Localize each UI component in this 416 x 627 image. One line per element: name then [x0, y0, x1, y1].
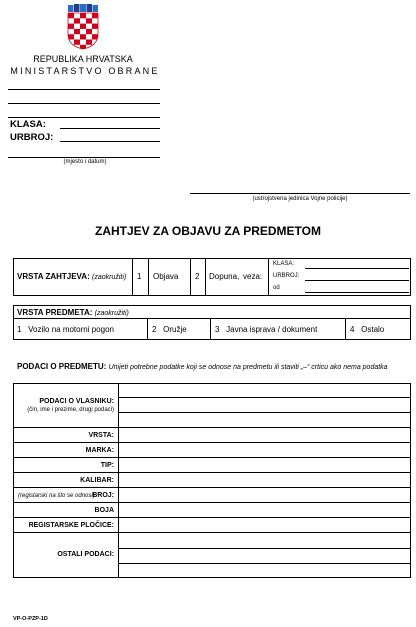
vrsta-input[interactable]: [119, 428, 410, 442]
header-line-1: [8, 89, 160, 90]
ref-klasa-field[interactable]: [305, 268, 409, 269]
marka-label: MARKA:: [85, 447, 114, 454]
republic-name: REPUBLIKA HRVATSKA: [33, 54, 133, 64]
form-code: VP-O-PZP-1D: [13, 616, 48, 622]
header-line-2: [8, 103, 160, 104]
request-type-divider-4: [205, 258, 206, 296]
request-type-divider-5: [268, 258, 269, 296]
request-option-dopuna[interactable]: Dopuna,: [209, 272, 240, 281]
urbroj-field[interactable]: [60, 141, 160, 142]
item-type-hint: (zaokružiti): [94, 310, 129, 317]
ostali-label: OSTALI PODACI:: [57, 551, 114, 558]
kalibar-label: KALIBAR:: [80, 477, 114, 484]
marka-input[interactable]: [119, 443, 410, 457]
tip-label: TIP:: [100, 462, 114, 469]
ref-urbroj-field[interactable]: [305, 280, 409, 281]
broj-input[interactable]: [119, 488, 410, 502]
ref-urbroj-label: URBROJ:: [273, 273, 300, 279]
registarske-label: REGISTARSKE PLOČICE:: [28, 522, 114, 529]
klasa-label: KLASA:: [10, 119, 46, 130]
vrsta-label: VRSTA:: [88, 432, 114, 439]
registarske-input[interactable]: [119, 518, 410, 532]
request-option-1-number[interactable]: 1: [137, 272, 142, 281]
croatian-coat-of-arms-icon: [66, 4, 100, 50]
owner-sublabel: (čin, ime i prezime, drugi podaci): [27, 407, 114, 413]
request-option-2-number[interactable]: 2: [195, 272, 200, 281]
place-date-label: (mjesto i datum): [63, 159, 107, 165]
ostali-input[interactable]: [119, 533, 410, 577]
item-option-oruzje[interactable]: 2 Oružje: [152, 325, 187, 334]
request-type-divider-1: [132, 258, 133, 296]
item-type-divider-3: [345, 318, 346, 340]
request-type-hint: (zaokružiti): [91, 274, 127, 281]
request-type-label: VRSTA ZAHTJEVA: (zaokružiti): [17, 272, 127, 281]
item-data-instruction: Unijeti potrebne podatke koji se odnose na predmetu ili staviti „–“ crticu ako nema podatka: [108, 364, 388, 371]
owner-label: PODACI O VLASNIKU:: [39, 398, 114, 405]
item-type-row-divider: [13, 318, 411, 319]
request-type-divider-2: [148, 258, 149, 296]
unit-label: (ustrojstvena jedinica Vojne policije): [252, 196, 348, 202]
ref-od-field[interactable]: [305, 292, 409, 293]
item-type-divider-2: [210, 318, 211, 340]
tip-input[interactable]: [119, 458, 410, 472]
request-option-objava[interactable]: Objava: [153, 272, 179, 281]
item-option-vozilo[interactable]: 1 Vozilo na motorni pogon: [17, 325, 114, 334]
owner-input[interactable]: [119, 384, 410, 426]
unit-field[interactable]: [190, 193, 410, 194]
broj-label: BROJ:: [92, 492, 114, 499]
item-option-isprava[interactable]: 3 Javna isprava / dokument: [215, 325, 318, 334]
kalibar-input[interactable]: [119, 473, 410, 487]
boja-input[interactable]: [119, 503, 410, 517]
item-type-divider-1: [147, 318, 148, 340]
ref-od-label: od: [273, 285, 280, 291]
klasa-field[interactable]: [60, 128, 160, 129]
boja-label: BOJA: [94, 507, 114, 514]
item-data-heading: PODACI O PREDMETU: Unijeti potrebne podatke koji se odnose na predmetu ili staviti „–“ crticu ako nema podatka: [17, 362, 388, 371]
ref-klasa-label: KLASA:: [273, 261, 295, 267]
urbroj-label: URBROJ:: [10, 132, 54, 143]
broj-note: (registarski na što se odnosi): [18, 493, 95, 499]
place-date-field[interactable]: [8, 157, 160, 158]
document-title: ZAHTJEV ZA OBJAVU ZA PREDMETOM: [94, 224, 321, 238]
ministry-name: MINISTARSTVO OBRANE: [10, 66, 160, 76]
request-type-divider-3: [190, 258, 191, 296]
header-line-3: [8, 117, 160, 118]
veza-label: veza:: [243, 272, 263, 281]
item-type-label: VRSTA PREDMETA: (zaokružiti): [17, 308, 129, 317]
item-option-ostalo[interactable]: 4 Ostalo: [350, 325, 385, 334]
